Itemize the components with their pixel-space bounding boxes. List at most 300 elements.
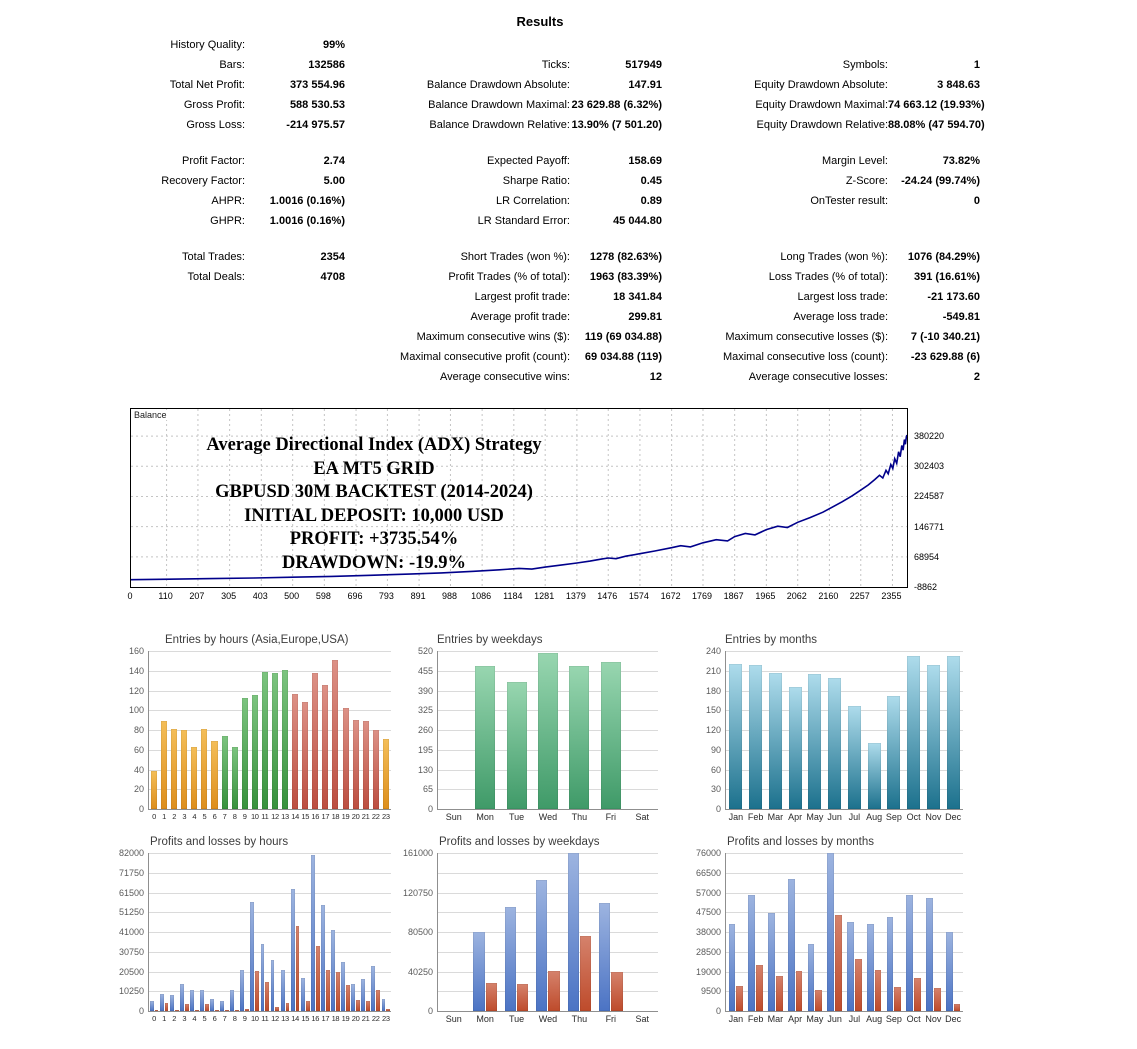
xtick-label: Sat xyxy=(635,812,649,822)
stat-value xyxy=(245,307,345,327)
category-slot xyxy=(532,853,563,1011)
stat-label: Gross Profit: xyxy=(183,99,245,111)
category-slot xyxy=(924,651,944,809)
stat-value xyxy=(888,35,980,55)
stat-value xyxy=(888,211,980,231)
xtick-label: Tue xyxy=(508,812,525,822)
category-slot xyxy=(340,651,350,809)
category-slot xyxy=(240,853,250,1011)
stat-value xyxy=(245,347,345,367)
stat-label: Average loss trade: xyxy=(793,311,888,323)
stat-gap xyxy=(345,307,365,327)
ytick-label: 120750 xyxy=(402,887,433,898)
loss-bar xyxy=(195,1010,199,1011)
stat-value: 74 663.12 (19.93%) xyxy=(888,99,985,111)
balance-ytick-label: 380220 xyxy=(914,431,945,442)
category-slot xyxy=(220,853,230,1011)
stat-label: LR Correlation: xyxy=(496,195,570,207)
stat-value: 1278 (82.63%) xyxy=(589,251,662,263)
stat-value: 158.69 xyxy=(628,155,662,167)
xtick-label: Jul xyxy=(848,1014,861,1024)
xtick-label: Nov xyxy=(925,812,942,822)
profit-bar xyxy=(867,924,874,1011)
stat-gap xyxy=(662,347,702,367)
loss-bar xyxy=(875,970,882,1011)
balance-xtick-label: 1086 xyxy=(471,591,492,601)
bar xyxy=(332,660,338,809)
chart-plot-area xyxy=(705,646,963,822)
category-slot xyxy=(595,853,626,1011)
xtick-label: 5 xyxy=(202,1014,207,1023)
stat-value: 18 341.84 xyxy=(613,291,662,303)
category-slot xyxy=(564,853,595,1011)
balance-xtick-label: 403 xyxy=(252,591,268,601)
bar xyxy=(868,743,881,809)
bars xyxy=(438,853,658,1011)
profit-bar xyxy=(827,853,834,1011)
loss-bar xyxy=(215,1010,219,1011)
category-slot xyxy=(260,853,270,1011)
stat-label: Equity Drawdown Relative: xyxy=(756,119,888,131)
bar xyxy=(848,706,861,809)
loss-bar xyxy=(366,1001,370,1011)
stat-label: Gross Loss: xyxy=(186,119,245,131)
category-slot xyxy=(169,853,179,1011)
category-slot xyxy=(330,651,340,809)
xtick-label: Aug xyxy=(866,1014,883,1024)
xtick-label: 16 xyxy=(311,1014,320,1023)
xtick-label: Mar xyxy=(767,1014,784,1024)
stat-label: Total Deals: xyxy=(187,271,245,283)
category-slot xyxy=(220,651,230,809)
xtick-label: Aug xyxy=(866,812,883,822)
profit-bar xyxy=(926,898,933,1011)
category-slot xyxy=(371,853,381,1011)
bar xyxy=(808,674,821,809)
category-slot xyxy=(469,853,500,1011)
category-slot xyxy=(199,853,209,1011)
profit-bar xyxy=(505,907,516,1011)
ytick-label: 40 xyxy=(133,764,144,775)
ytick-label: 325 xyxy=(417,705,433,716)
category-slot xyxy=(209,853,219,1011)
category-slot xyxy=(532,651,563,809)
xtick-label: 9 xyxy=(242,1014,247,1023)
stat-gap xyxy=(345,247,365,267)
pnl-by-hours-chart xyxy=(118,836,390,1023)
xtick-label: 20 xyxy=(351,812,360,821)
category-slot xyxy=(280,651,290,809)
chart-title: Profits and losses by hours xyxy=(150,836,289,848)
xtick-label: Mon xyxy=(476,1014,494,1024)
balance-xtick-label: 696 xyxy=(347,591,363,601)
ytick-label: 30750 xyxy=(118,946,144,957)
xtick-label: Oct xyxy=(906,812,921,822)
profit-bar xyxy=(748,895,755,1011)
stats-table xyxy=(130,35,985,387)
xtick-label: Nov xyxy=(925,1014,942,1024)
category-slot xyxy=(230,853,240,1011)
category-slot xyxy=(943,651,963,809)
bar xyxy=(191,747,197,809)
profit-bar xyxy=(170,995,174,1011)
balance-ytick-label: -8862 xyxy=(914,582,938,592)
loss-bar xyxy=(255,971,259,1011)
stat-label: Equity Drawdown Absolute: xyxy=(754,79,888,91)
bar xyxy=(252,695,258,809)
bar xyxy=(907,656,920,809)
stat-gap xyxy=(345,115,365,135)
ytick-label: 260 xyxy=(417,725,433,735)
loss-bar xyxy=(286,1003,290,1011)
xtick-label: Jun xyxy=(827,1014,842,1024)
stat-label xyxy=(702,211,888,231)
stat-value xyxy=(570,35,662,55)
category-slot xyxy=(351,651,361,809)
category-slot xyxy=(371,651,381,809)
ytick-label: 0 xyxy=(138,804,144,814)
balance-legend: Balance xyxy=(134,410,167,420)
bar xyxy=(769,673,782,809)
xtick-labels xyxy=(149,1014,391,1023)
bar xyxy=(569,666,589,809)
bars xyxy=(726,651,963,809)
xtick-label: Fri xyxy=(605,812,617,822)
bar xyxy=(538,653,558,809)
xtick-labels xyxy=(726,1014,963,1024)
xtick-label: 21 xyxy=(361,812,370,821)
stat-label: Total Net Profit: xyxy=(169,79,245,91)
stat-value: 1963 (83.39%) xyxy=(589,271,662,283)
category-slot xyxy=(766,853,786,1011)
xtick-label: 7 xyxy=(222,812,227,821)
stat-gap xyxy=(662,171,702,191)
category-slot xyxy=(340,853,350,1011)
xtick-label: Jul xyxy=(848,812,861,822)
category-slot xyxy=(501,651,532,809)
balance-chart xyxy=(127,408,945,601)
balance-xtick-label: 1867 xyxy=(723,591,744,601)
profit-bar xyxy=(536,880,547,1011)
category-slot xyxy=(825,651,845,809)
bar xyxy=(302,702,308,809)
xtick-label: 18 xyxy=(331,1014,340,1023)
ytick-label: 76000 xyxy=(695,848,721,858)
bar xyxy=(475,666,495,809)
bar xyxy=(292,694,298,809)
stat-gap xyxy=(662,307,702,327)
balance-ytick-label: 224587 xyxy=(914,491,945,502)
category-slot xyxy=(864,651,884,809)
loss-bar xyxy=(517,984,528,1011)
xtick-label: Jan xyxy=(728,1014,744,1024)
profit-bar xyxy=(361,979,365,1011)
stat-gap xyxy=(345,211,365,231)
chart-annotation xyxy=(130,434,618,575)
ytick-label: 240 xyxy=(705,646,721,656)
stat-gap xyxy=(662,35,702,55)
loss-bar xyxy=(835,915,842,1011)
balance-xtick-label: 1476 xyxy=(597,591,618,601)
balance-xtick-label: 1574 xyxy=(628,591,649,601)
ytick-label: 82000 xyxy=(118,848,144,858)
stat-label: Recovery Factor: xyxy=(161,175,245,187)
stat-value xyxy=(245,327,345,347)
bar xyxy=(729,664,742,809)
chart-title: Entries by weekdays xyxy=(437,634,543,646)
loss-bar xyxy=(548,971,559,1011)
xtick-label: 15 xyxy=(301,812,310,821)
balance-xtick-label: 988 xyxy=(441,591,457,601)
bar xyxy=(383,739,389,809)
ytick-label: 90 xyxy=(710,744,721,755)
stat-label: Average consecutive wins: xyxy=(439,371,570,383)
ytick-label: 80 xyxy=(133,725,144,735)
category-slot xyxy=(627,651,658,809)
chart-title: Entries by hours (Asia,Europe,USA) xyxy=(165,634,349,646)
xtick-label: May xyxy=(806,812,824,822)
stat-value: 2 xyxy=(973,371,980,383)
xtick-label: May xyxy=(806,1014,824,1024)
stats-section-gap xyxy=(130,135,980,151)
profit-bar xyxy=(180,984,184,1011)
balance-xtick-label: 110 xyxy=(158,591,173,601)
loss-bar xyxy=(796,971,803,1011)
profit-bar xyxy=(382,999,386,1011)
stat-label: Margin Level: xyxy=(821,155,888,167)
profit-bar xyxy=(321,905,325,1011)
ytick-label: 0 xyxy=(715,804,721,814)
stat-value: 2.74 xyxy=(323,155,345,167)
chart-plot-area xyxy=(118,848,391,1023)
xtick-label: Tue xyxy=(508,1014,525,1024)
xtick-label: 6 xyxy=(212,1014,217,1023)
stat-label xyxy=(130,307,245,327)
profit-bar xyxy=(220,1001,224,1011)
stat-label: Average consecutive losses: xyxy=(748,371,888,383)
ytick-label: 455 xyxy=(417,665,433,676)
category-slot xyxy=(904,651,924,809)
bar xyxy=(343,708,349,809)
stat-label: Maximal consecutive profit (count): xyxy=(400,351,570,363)
stat-value: 5.00 xyxy=(323,175,345,187)
stat-value xyxy=(245,287,345,307)
profit-bar xyxy=(281,970,285,1011)
xtick-label: Apr xyxy=(788,812,803,822)
balance-xtick-label: 1379 xyxy=(565,591,586,601)
ytick-label: 61500 xyxy=(118,887,144,898)
xtick-label: 8 xyxy=(232,812,237,821)
stat-value: -21 173.60 xyxy=(927,291,980,303)
stat-value: 0.89 xyxy=(640,195,662,207)
profit-bar xyxy=(729,924,736,1011)
ytick-label: 0 xyxy=(715,1006,721,1016)
category-slot xyxy=(149,853,159,1011)
stat-value: 0.45 xyxy=(640,175,662,187)
balance-xtick-label: 2257 xyxy=(849,591,870,601)
bar xyxy=(161,721,167,809)
bar xyxy=(222,736,228,809)
category-slot xyxy=(260,651,270,809)
profit-bar xyxy=(788,879,795,1011)
profit-bar xyxy=(291,889,295,1011)
stat-gap xyxy=(345,171,365,191)
stat-gap xyxy=(662,287,702,307)
balance-xtick-label: 793 xyxy=(378,591,394,601)
ytick-label: 161000 xyxy=(402,848,433,858)
bar xyxy=(201,729,207,809)
loss-bar xyxy=(934,988,941,1011)
balance-xtick-label: 2160 xyxy=(818,591,839,601)
stat-gap xyxy=(345,55,365,75)
xtick-label: 6 xyxy=(212,812,217,821)
stat-gap xyxy=(345,151,365,171)
stat-gap xyxy=(345,95,365,115)
category-slot xyxy=(149,651,159,809)
category-slot xyxy=(361,853,371,1011)
profit-bar xyxy=(906,895,913,1011)
profit-bar xyxy=(311,855,315,1011)
ytick-label: 160 xyxy=(128,646,144,656)
stat-value: 45 044.80 xyxy=(613,215,662,227)
loss-bar xyxy=(914,978,921,1011)
chart-plot-area xyxy=(695,848,963,1024)
loss-bar xyxy=(336,972,340,1012)
stat-value: -23 629.88 (6) xyxy=(910,351,980,363)
category-slot xyxy=(320,853,330,1011)
xtick-label: 12 xyxy=(271,1014,279,1023)
xtick-label: 10 xyxy=(250,1014,259,1023)
xtick-label: Sep xyxy=(885,1014,902,1024)
profit-bar xyxy=(160,994,164,1011)
stat-label xyxy=(130,327,245,347)
xtick-label: 18 xyxy=(331,812,340,821)
profit-bar xyxy=(271,960,275,1011)
stat-value: 4708 xyxy=(320,271,345,283)
profit-bar xyxy=(261,944,265,1011)
profit-bar xyxy=(250,902,254,1011)
category-slot xyxy=(270,651,280,809)
balance-xtick-label: 1184 xyxy=(503,591,523,601)
stat-label xyxy=(702,35,888,55)
category-slot xyxy=(884,853,904,1011)
balance-xtick-label: 2062 xyxy=(786,591,807,601)
stat-gap xyxy=(345,267,365,287)
loss-bar xyxy=(954,1004,961,1011)
profit-bar xyxy=(847,922,854,1011)
category-slot xyxy=(189,853,199,1011)
loss-bar xyxy=(175,1010,179,1011)
chart-annotation-line: DRAWDOWN: -19.9% xyxy=(282,552,466,573)
category-slot xyxy=(726,651,746,809)
ytick-label: 60 xyxy=(133,744,144,755)
stat-gap xyxy=(662,75,702,95)
category-slot xyxy=(785,651,805,809)
loss-bar xyxy=(225,1010,229,1011)
bar xyxy=(322,685,328,809)
profit-bar xyxy=(230,990,234,1011)
category-slot xyxy=(209,651,219,809)
bar xyxy=(601,662,621,809)
ytick-label: 210 xyxy=(705,665,721,676)
stat-label: Maximum consecutive wins ($): xyxy=(416,331,570,343)
xtick-label: 2 xyxy=(172,812,177,821)
category-slot xyxy=(290,853,300,1011)
stat-value: 1 xyxy=(973,59,980,71)
xtick-label: Oct xyxy=(906,1014,921,1024)
ytick-label: 20500 xyxy=(118,966,144,977)
ytick-label: 195 xyxy=(417,744,433,755)
xtick-label: Apr xyxy=(788,1014,803,1024)
xtick-label: 12 xyxy=(271,812,279,821)
category-slot xyxy=(280,853,290,1011)
xtick-label: Sun xyxy=(445,1014,462,1024)
ytick-label: 0 xyxy=(427,1006,433,1016)
xtick-label: 17 xyxy=(321,1014,330,1023)
ytick-label: 66500 xyxy=(695,867,721,878)
category-slot xyxy=(189,651,199,809)
xtick-labels xyxy=(726,812,963,822)
loss-bar xyxy=(165,1003,169,1011)
loss-bar xyxy=(611,972,622,1011)
stat-label: Equity Drawdown Maximal: xyxy=(755,99,888,111)
xtick-label: Thu xyxy=(571,812,588,822)
ytick-label: 0 xyxy=(138,1006,144,1016)
category-slot xyxy=(469,651,500,809)
bar xyxy=(887,696,900,809)
stat-gap xyxy=(662,191,702,211)
bar xyxy=(242,698,248,809)
xtick-label: 4 xyxy=(192,1014,197,1023)
category-slot xyxy=(270,853,280,1011)
xtick-label: 7 xyxy=(222,1014,227,1023)
xtick-label: 1 xyxy=(162,812,167,821)
stat-label: Profit Factor: xyxy=(182,155,245,167)
category-slot xyxy=(361,651,371,809)
category-slot xyxy=(179,853,189,1011)
stat-label: Profit Trades (% of total): xyxy=(448,271,570,283)
chart-annotation-line: EA MT5 GRID xyxy=(313,458,435,479)
xtick-label: 4 xyxy=(192,812,197,821)
stat-label: Z-Score: xyxy=(845,175,888,187)
ytick-label: 130 xyxy=(417,764,433,775)
loss-bar xyxy=(265,982,269,1011)
balance-xtick-label: 1965 xyxy=(755,591,776,601)
balance-xtick-label: 500 xyxy=(284,591,300,601)
stat-value: 99% xyxy=(322,39,345,51)
stat-value: 147.91 xyxy=(628,79,662,91)
xtick-label: 13 xyxy=(281,812,289,821)
profit-bar xyxy=(351,984,355,1011)
bars xyxy=(149,651,391,809)
balance-xtick-label: 0 xyxy=(127,591,133,601)
xtick-label: 23 xyxy=(381,1014,390,1023)
category-slot xyxy=(159,651,169,809)
category-slot xyxy=(300,853,310,1011)
loss-bar xyxy=(245,1009,249,1011)
category-slot xyxy=(595,651,626,809)
loss-bar xyxy=(185,1004,189,1011)
ytick-label: 10250 xyxy=(118,986,144,997)
xtick-label: 19 xyxy=(341,812,350,821)
ytick-label: 71750 xyxy=(118,867,144,878)
category-slot xyxy=(943,853,963,1011)
stat-label: Balance Drawdown Maximal: xyxy=(428,99,570,111)
xtick-label: Jan xyxy=(728,812,744,822)
stat-label: Loss Trades (% of total): xyxy=(768,271,888,283)
stat-value: 1076 (84.29%) xyxy=(907,251,980,263)
chart-annotation-line: Average Directional Index (ADX) Strategy xyxy=(206,435,542,455)
